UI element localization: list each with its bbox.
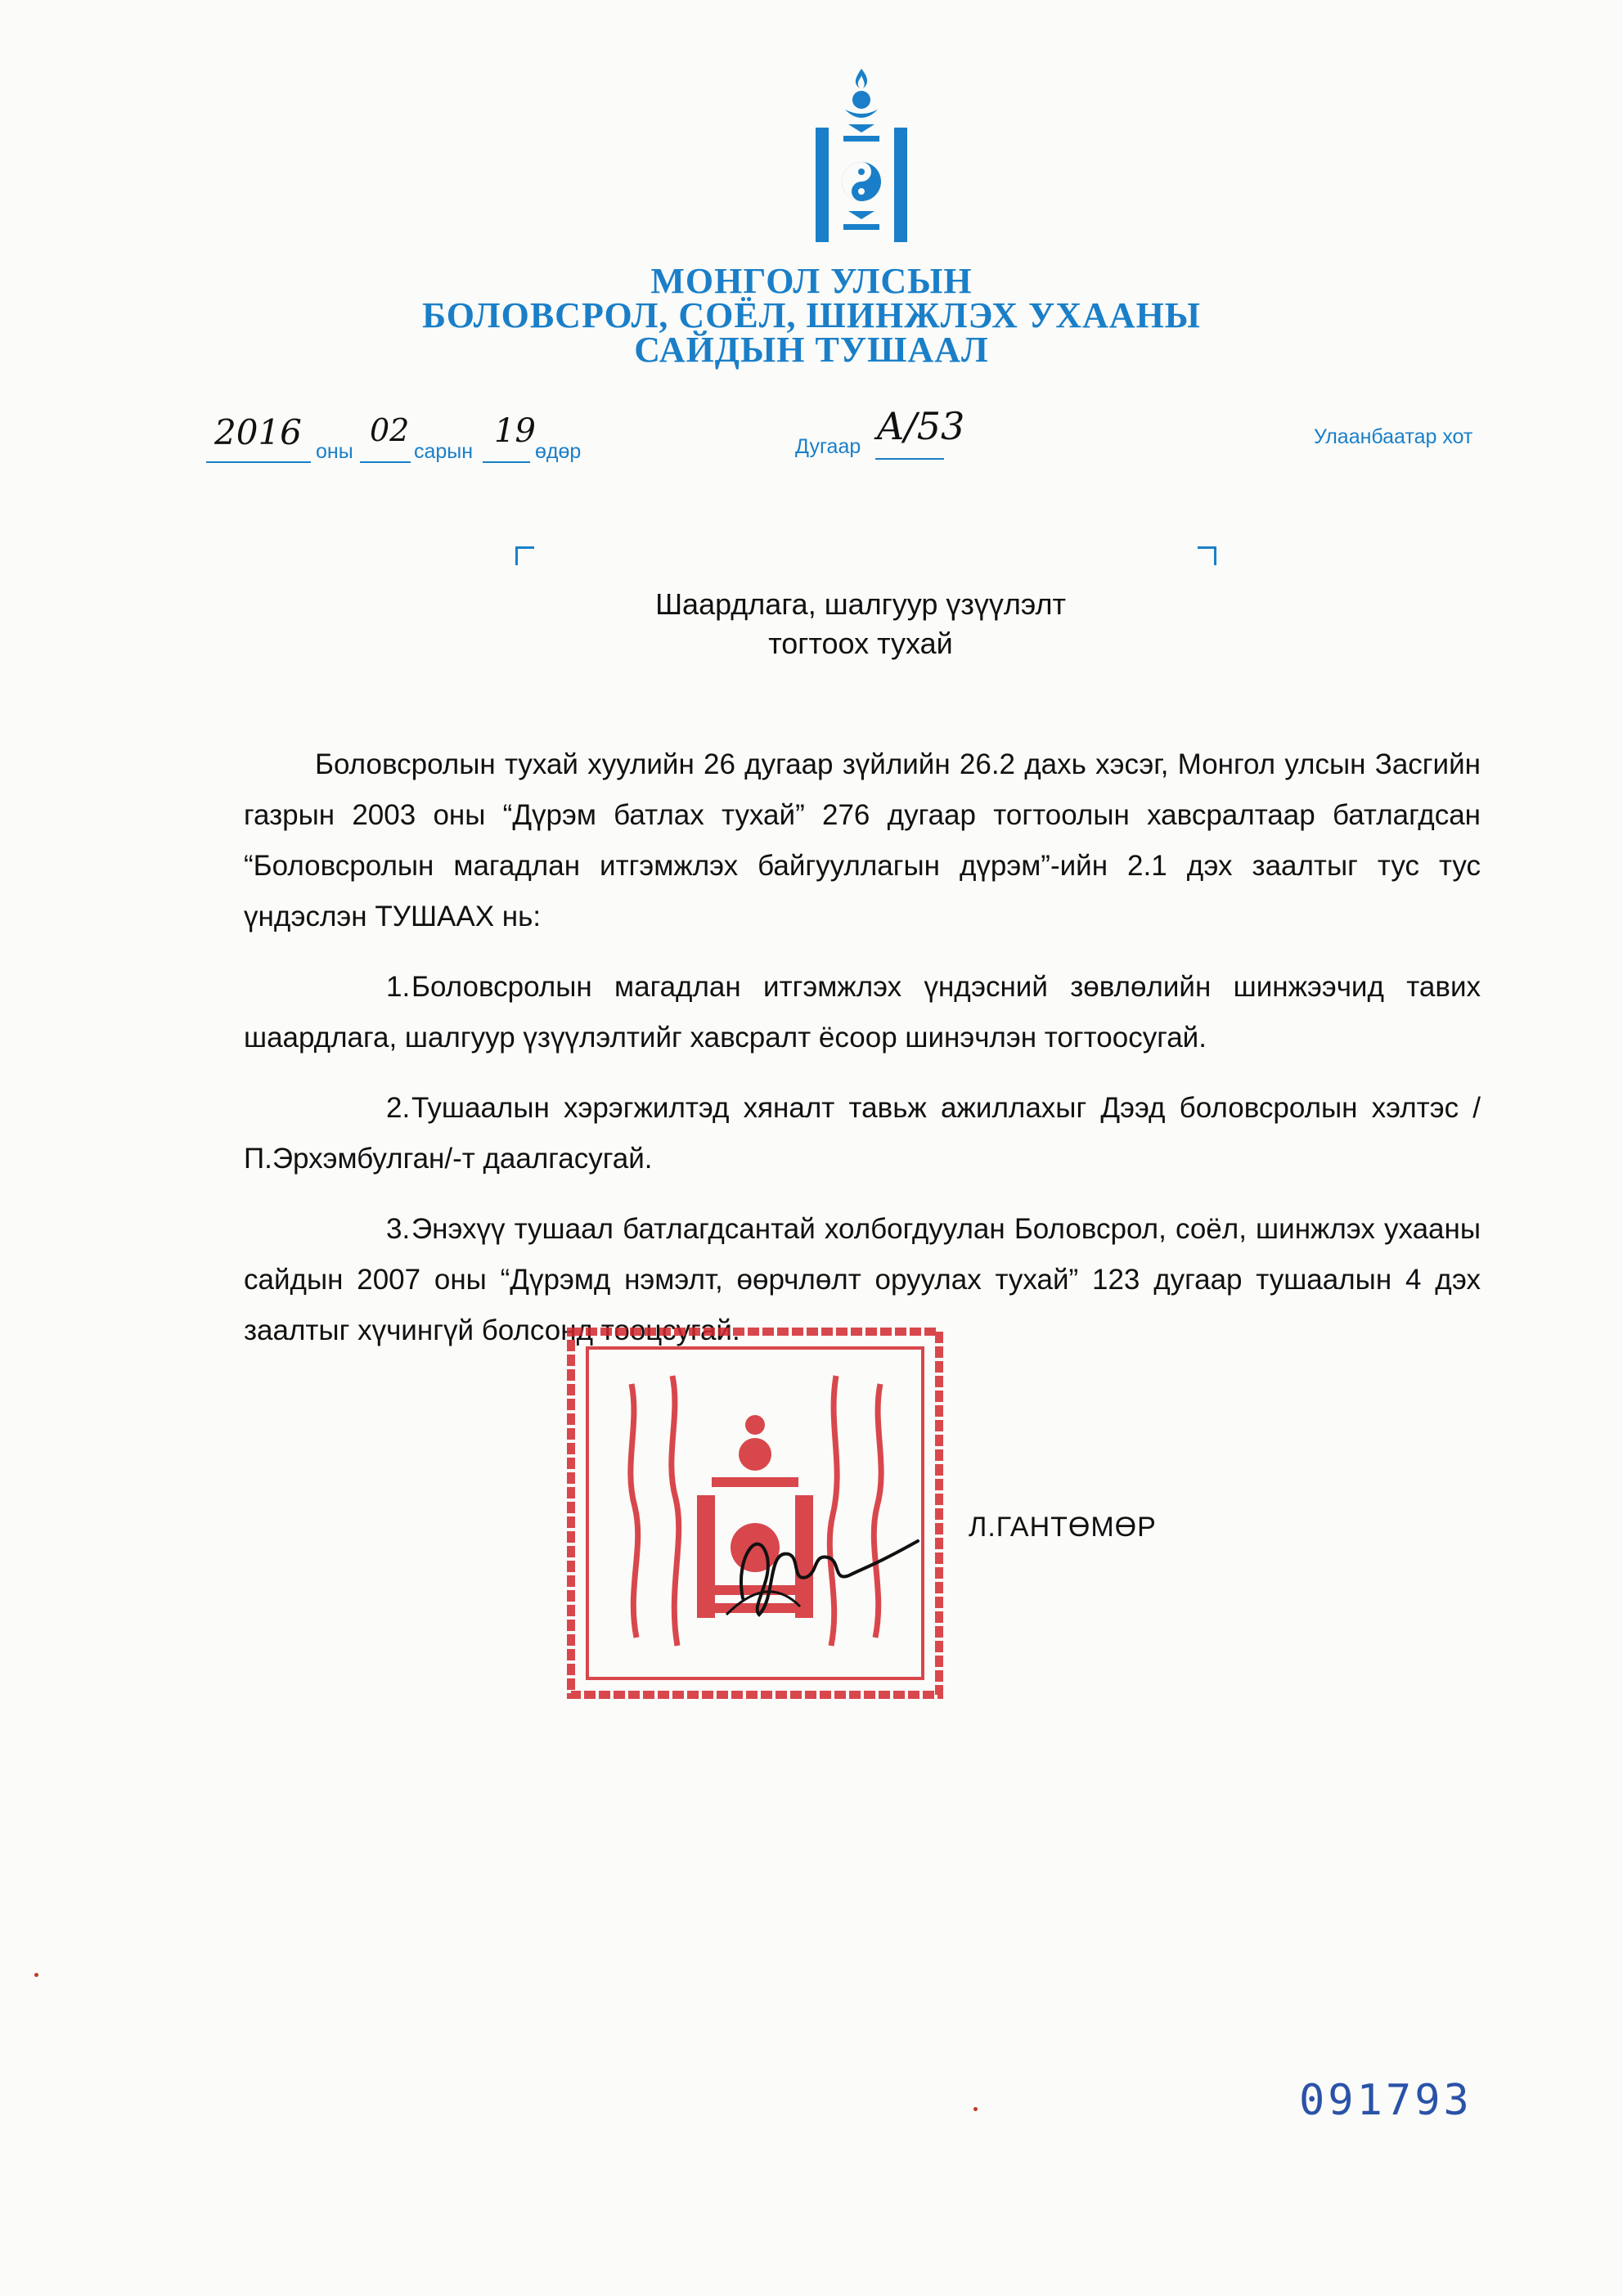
month-label: сарын xyxy=(414,440,474,463)
corner-bracket-left xyxy=(515,546,534,565)
order-body xyxy=(244,739,1481,1376)
day-underline xyxy=(483,461,530,463)
number-underline xyxy=(875,458,944,460)
item-number: 1. xyxy=(386,971,411,1003)
month-underline xyxy=(360,461,411,463)
number-label: Дугаар xyxy=(795,435,861,458)
item-text: Тушаалын хэрэгжилтэд хяналт тавьж ажиллахыг Дээд боловсролын хэлтэс /П.Эрхэмбулган/-т даалгасугай. xyxy=(244,1092,1481,1175)
print-speck xyxy=(34,1973,38,1977)
print-speck xyxy=(973,2107,978,2111)
order-subject-line2: тогтоох тухай xyxy=(768,627,953,660)
year-underline xyxy=(206,461,311,463)
order-preamble: Боловсролын тухай хуулийн 26 дугаар зүйлийн 26.2 дахь хэсэг, Монгол улсын Засгийн газрын 2003 оны “Дүрэм батлах тухай” 276 дугаар тогтоолын хавсралтаар батлагдсан “Боловсролын магадлан итгэмжлэх байгууллагын дүрэм”-ийн 2.1 дэх заалтыг тус тус үндэслэн ТУШААХ нь: xyxy=(244,748,1481,932)
order-day: 19 xyxy=(494,412,536,450)
signer-name: Л.ГАНТӨМӨР xyxy=(969,1512,1157,1543)
order-month: 02 xyxy=(370,412,410,448)
order-subject-line1: Шаардлага, шалгуур үзүүлэлт xyxy=(655,587,1066,621)
city-name: Улаанбаатар хот xyxy=(1314,425,1473,448)
handwritten-signature xyxy=(710,1508,923,1623)
ministry-title-line3: САЙДЫН ТУШААЛ xyxy=(634,330,989,370)
order-year: 2016 xyxy=(214,412,302,452)
item-text: Боловсролын магадлан итгэмжлэх үндэсний зөвлөлийн шинжээчид тавих шаардлага, шалгуур үзүүлэлтийг хавсралт ёсоор шинэчлэн тогтоосугай. xyxy=(244,971,1481,1054)
item-number: 3. xyxy=(386,1213,411,1245)
corner-bracket-right xyxy=(1198,546,1216,565)
order-item xyxy=(244,962,1481,1063)
order-number: A/53 xyxy=(877,404,965,448)
serial-number: 091793 xyxy=(1299,2076,1472,2125)
item-number: 2. xyxy=(386,1092,411,1124)
ministry-title-line2: БОЛОВСРОЛ, СОЁЛ, ШИНЖЛЭХ УХААНЫ xyxy=(421,295,1201,335)
ministry-title-line1: МОНГОЛ УЛСЫН xyxy=(650,261,973,301)
item-text: Энэхүү тушаал батлагдсантай холбогдуулан Боловсрол, соёл, шинжлэх ухааны сайдын 2007 оны “Дүрэмд нэмэлт, өөрчлөлт оруулах тухай” 123 дугаар тушаалын 4 дэх заалтыг хүчингүй болсонд тооцсугай. xyxy=(244,1213,1481,1346)
year-label: оны xyxy=(316,440,353,463)
soyombo-emblem-icon xyxy=(812,67,910,244)
day-label: өдөр xyxy=(535,440,582,463)
order-item xyxy=(244,1083,1481,1184)
